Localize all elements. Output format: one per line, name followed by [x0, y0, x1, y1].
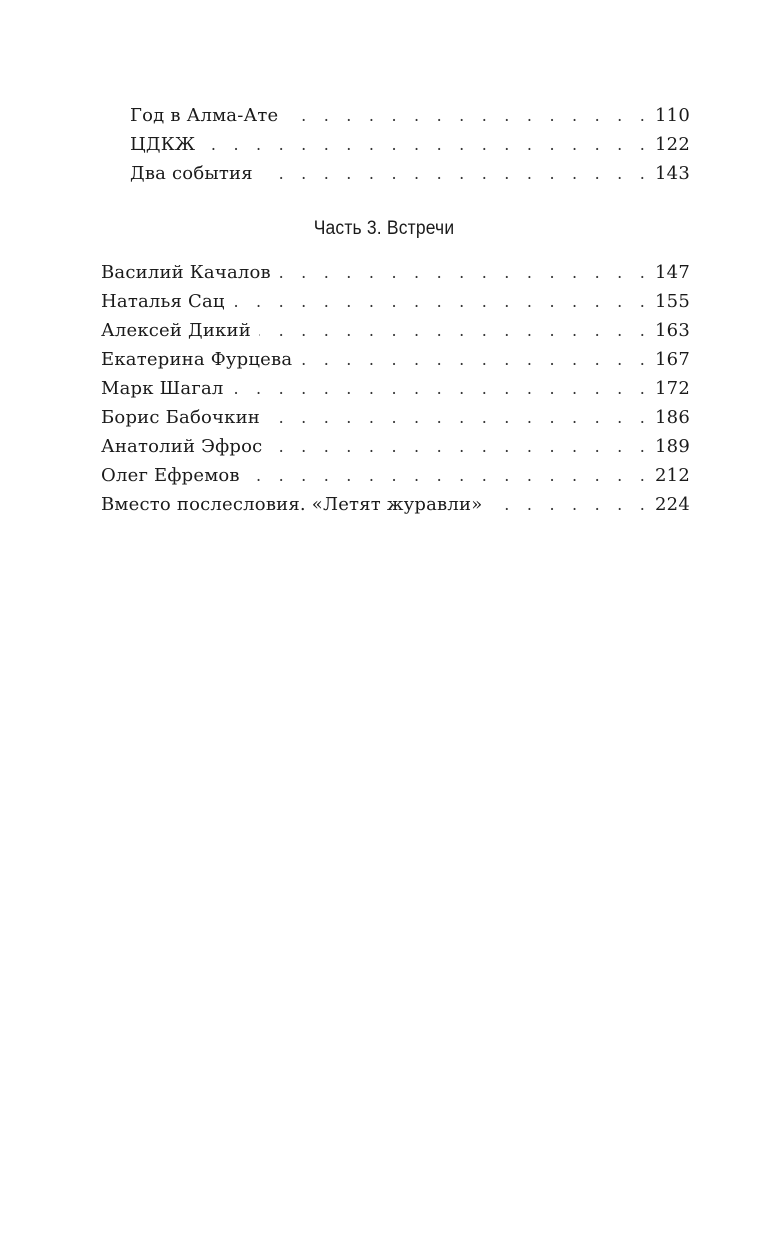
toc-entry [101, 403, 690, 432]
toc-entry [101, 316, 690, 345]
dot-leader [286, 101, 651, 130]
dot-leader [490, 490, 651, 519]
toc-entry-page: 122 [655, 134, 690, 155]
dot-leader [261, 159, 651, 188]
toc-entry [101, 345, 690, 374]
toc-entry-page: 224 [655, 494, 690, 515]
toc-entry-title: Марк Шагал [101, 378, 224, 399]
toc-entry-title: Год в Алма-Ате [130, 105, 279, 126]
toc-entry [101, 461, 690, 490]
toc-entry-page: 186 [655, 407, 690, 428]
toc-entry-title: ЦДКЖ [130, 134, 196, 155]
toc-entry [101, 432, 690, 461]
toc-list-part-3 [101, 258, 690, 519]
toc-entry-title: Два события [130, 163, 253, 184]
toc-entry-page: 110 [655, 105, 690, 126]
dot-leader [259, 316, 651, 345]
toc-entry-title: Алексей Дикий [101, 320, 251, 341]
toc-entry-page: 189 [655, 436, 690, 457]
toc-entry-title: Екатерина Фурцева [101, 349, 293, 370]
section-heading: Часть 3. Встречи [313, 218, 455, 239]
toc-entry [101, 159, 690, 188]
toc-entry-title: Олег Ефремов [101, 465, 240, 486]
toc-entry-page: 163 [655, 320, 690, 341]
toc-entry [101, 374, 690, 403]
dot-leader [248, 461, 651, 490]
toc-entry [101, 130, 690, 159]
toc-list-part-2 [101, 101, 690, 188]
toc-entry-page: 172 [655, 378, 690, 399]
dot-leader [279, 258, 651, 287]
toc-entry-title: Анатолий Эфрос [101, 436, 263, 457]
toc-entry [101, 258, 690, 287]
toc-entry-page: 167 [655, 349, 690, 370]
toc-entry [101, 287, 690, 316]
toc-entry-title: Василий Качалов [101, 262, 271, 283]
toc-entry-title: Вместо послесловия. «Летят журавли» [101, 494, 483, 515]
toc-entry-title: Наталья Сац [101, 291, 225, 312]
dot-leader [232, 374, 652, 403]
toc-entry-title: Борис Бабочкин [101, 407, 260, 428]
toc-entry-page: 212 [655, 465, 690, 486]
toc-entry-page: 143 [655, 163, 690, 184]
dot-leader [270, 432, 651, 461]
toc-entry [101, 490, 690, 519]
toc-entry-page: 147 [655, 262, 690, 283]
toc-entry-page: 155 [655, 291, 690, 312]
dot-leader [268, 403, 651, 432]
dot-leader [300, 345, 651, 374]
dot-leader [203, 130, 651, 159]
toc-entry [101, 101, 690, 130]
dot-leader [233, 287, 651, 316]
